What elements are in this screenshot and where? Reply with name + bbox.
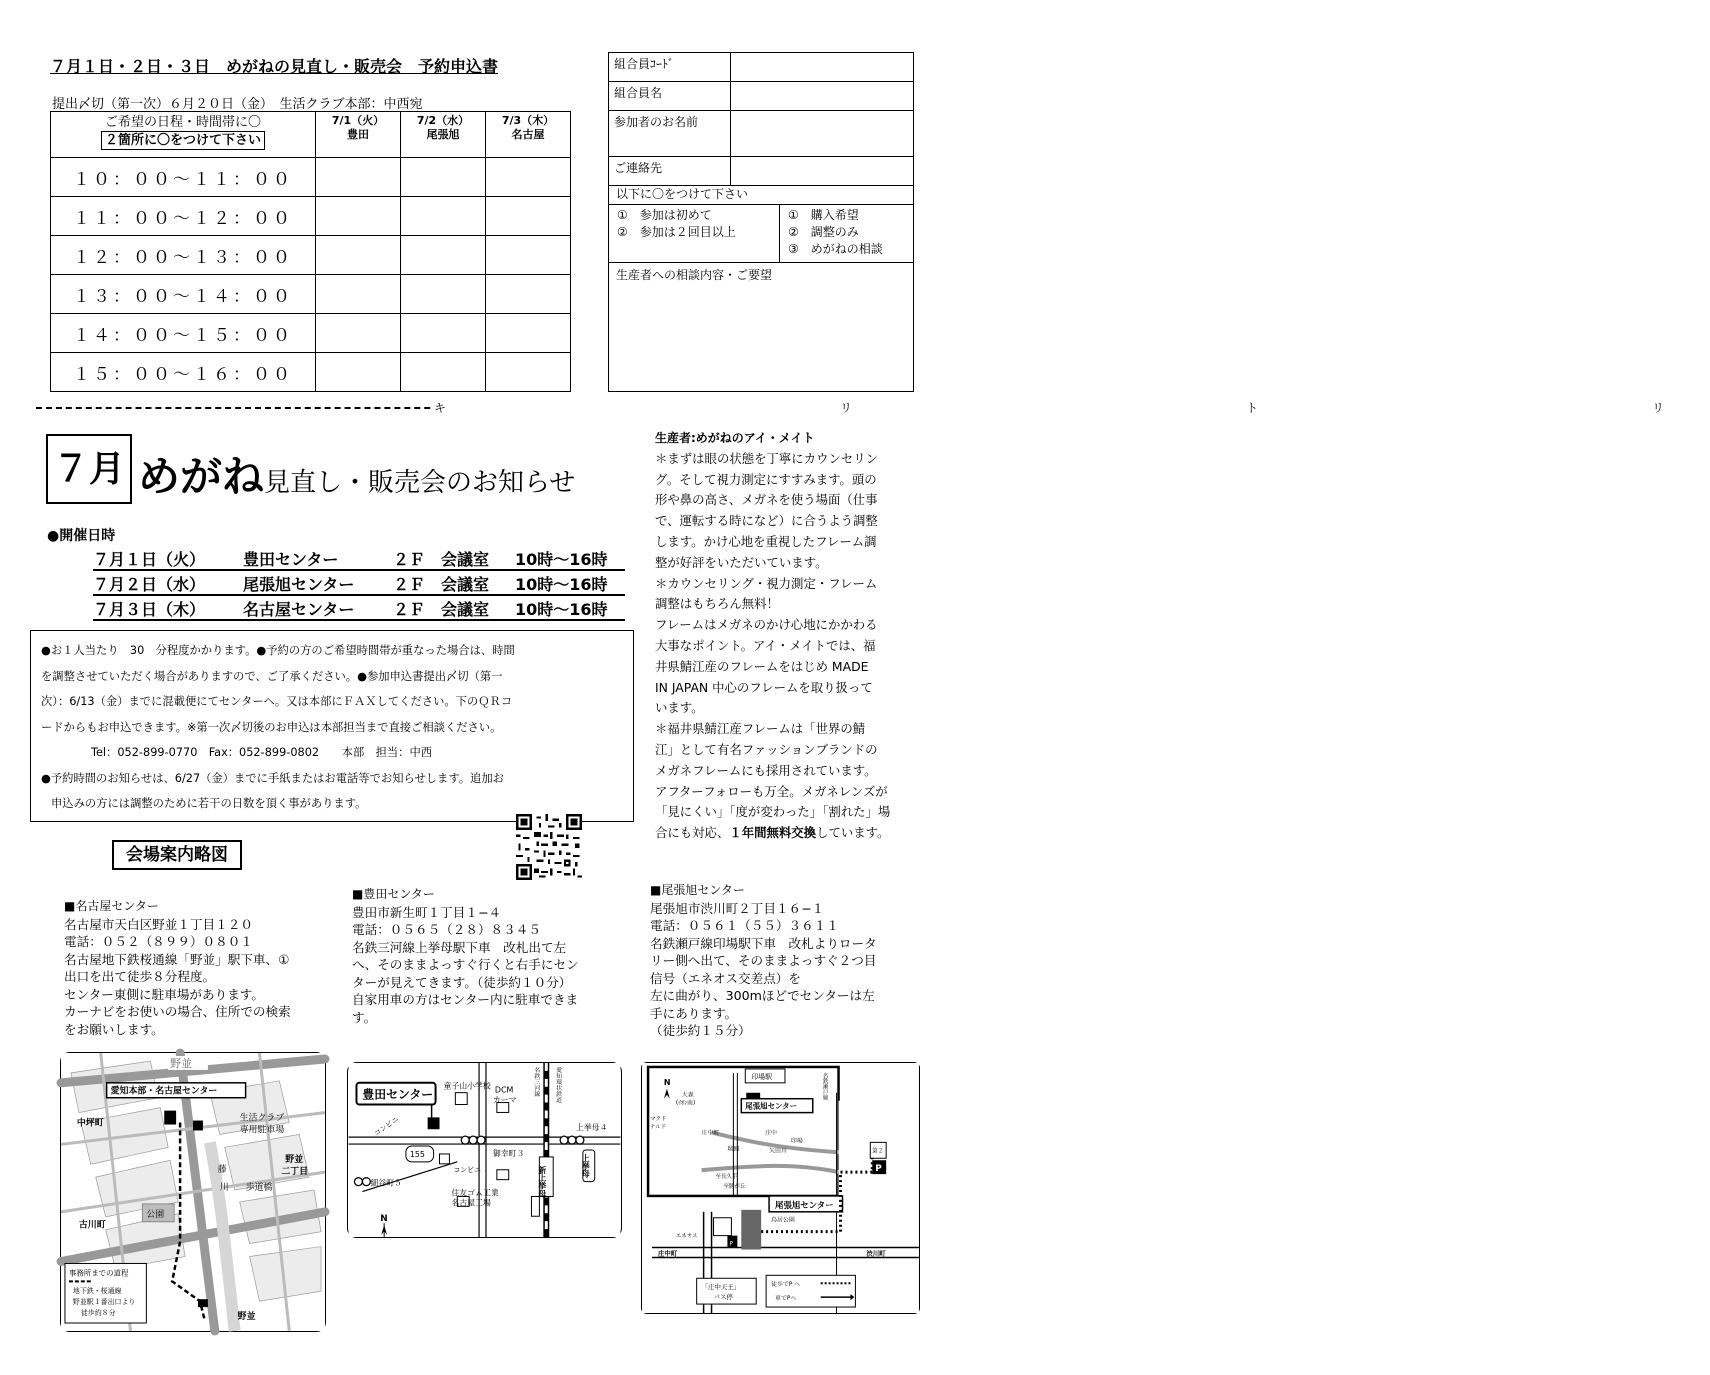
venue-nagoya: ■名古屋センター 名古屋市天白区野並１丁目１２０ 電話：０５２（８９９）０８０１ 名古屋地下鉄桜通線「野並」駅下車、① 出口を出て徒歩８分程度。 センター東側に駐車場があります。 カーナビをお使いの場合、住所での検索 をお願いします。 — [64, 898, 339, 1038]
tel-fax-line: Tel：052-899-0770 Fax：052-899-0802 本部 担当：中西 — [91, 746, 433, 759]
map-toyota-station: 新上挙母 — [537, 1165, 547, 1198]
option-adjust-only[interactable]: ② 調整のみ — [788, 225, 859, 239]
time-row — [51, 158, 571, 197]
map-nagoya-area-3: 野並 — [237, 1312, 256, 1323]
map-owariasahi-center: 尾張旭センター — [775, 1199, 834, 1210]
time-row — [51, 275, 571, 314]
time-slot: １０：００～１１：００ — [51, 158, 316, 197]
participant-name-label: 参加者のお名前 — [609, 111, 731, 157]
slot-cell[interactable] — [401, 197, 486, 236]
slot-cell[interactable] — [316, 236, 401, 275]
day-header-3: 7/3（木） 名古屋 — [486, 112, 571, 158]
map-nagoya-legend-4: 徒歩約８分 — [80, 1309, 116, 1318]
consult-label: 生産者への相談内容・ご要望 — [616, 268, 773, 282]
map-owariasahi-line: 名鉄瀬戸線 — [821, 1072, 828, 1101]
map-owariasahi-label-p2: 第２ — [872, 1148, 884, 1155]
slot-cell[interactable] — [316, 197, 401, 236]
map-nagoya-station-top: 野並 — [170, 1056, 192, 1070]
map-nagoya-center: 愛知本部・名古屋センター — [110, 1086, 218, 1097]
time-slot: １３：００～１４：００ — [51, 275, 316, 314]
map-owariasahi-label-mac1: マクド — [650, 1116, 667, 1123]
slot-cell[interactable] — [401, 158, 486, 197]
map-toyota-north: N — [380, 1214, 388, 1225]
contact-field[interactable] — [731, 157, 914, 186]
map-nagoya-river-2: 川 — [219, 1183, 229, 1194]
cut-marks: キ リ ト リ — [434, 401, 1710, 415]
map-nagoya-legend-2: 地下鉄・桜通線 — [72, 1287, 122, 1296]
member-code-field[interactable] — [731, 53, 914, 82]
slot-cell[interactable] — [401, 236, 486, 275]
slot-cell[interactable] — [316, 158, 401, 197]
map-owariasahi-station: 印場駅 — [751, 1072, 773, 1081]
map-owariasahi-label-park: 鳥居公園 — [771, 1216, 795, 1224]
slot-cell[interactable] — [401, 275, 486, 314]
map-toyota-label-school: 童子山小学校 — [443, 1081, 491, 1091]
map-owariasahi-label-mac2: ナルド — [650, 1124, 667, 1131]
venue-nagoya-name: ■名古屋センター — [64, 899, 159, 913]
map-toyota — [347, 1062, 622, 1238]
time-row — [51, 236, 571, 275]
map-toyota-meitetsu: 名鉄三河線 — [532, 1066, 540, 1097]
map-nagoya-legend-1: 事務所までの道程 — [68, 1268, 129, 1278]
map-owariasahi-label-zuiho: 瑞鳳 — [727, 1145, 740, 1153]
map-owariasahi-label-shochu3: 庄中町 — [657, 1249, 678, 1258]
day-header-2: 7/2（水） 尾張旭 — [401, 112, 486, 158]
map-nagoya-area-4a: 野並 — [285, 1155, 304, 1166]
slot-cell[interactable] — [486, 197, 571, 236]
map-owariasahi-label-omori: 大森 — [681, 1091, 694, 1099]
map-toyota-label-factory: 名古屋工場 — [451, 1198, 491, 1208]
map-owariasahi-label-aeon: (ｲｵﾝ南) — [675, 1099, 696, 1107]
option-repeat[interactable]: ② 参加は２回目以上 — [617, 225, 736, 239]
notice-title-main: めがね — [138, 452, 265, 501]
map-owariasahi-legend-car: 車でPへ — [775, 1295, 797, 1303]
option-first-time[interactable]: ① 参加は初めて — [617, 208, 712, 222]
map-toyota-route: 155 — [409, 1149, 425, 1159]
map-nagoya-parking-1: 生活クラブ — [239, 1113, 285, 1124]
contact-label: ご連絡先 — [609, 157, 731, 186]
cut-line — [36, 401, 1710, 415]
option-consult[interactable]: ③ めがねの相談 — [788, 242, 883, 256]
map-owariasahi-label-nagakute: 至長久手 — [715, 1174, 738, 1181]
schedule-instruction-boxed: ２箇所に〇をつけて下さい — [101, 131, 265, 150]
map-toyota-label-kama: カーマ — [492, 1095, 517, 1105]
venue-map-title: 会場案内略図 — [112, 840, 242, 870]
info-box — [30, 630, 634, 822]
member-name-label: 組合員名 — [609, 82, 731, 111]
time-row — [51, 353, 571, 392]
participant-name-field[interactable] — [731, 111, 914, 157]
day-header-1: 7/1（火） 豊田 — [316, 112, 401, 158]
schedule-instruction: ご希望の日程・時間帯に〇 ２箇所に〇をつけて下さい — [51, 112, 316, 158]
map-toyota-agekoromo-sign: 上挙母 — [581, 1153, 591, 1178]
map-owariasahi-label-p3: P — [729, 1240, 734, 1248]
time-slot: １１：００～１２：００ — [51, 197, 316, 236]
info-line: ●予約時間のお知らせは、6/27（金）までに手紙またはお電話等でお知らせします。追加お — [41, 771, 504, 785]
map-toyota-label-konbini-1: コンビニ — [372, 1115, 401, 1138]
map-nagoya-area-4b: 二丁目 — [281, 1167, 309, 1178]
info-line: ードからもお申込できます。※第一次〆切後のお申込は本部担当まで直接ご相談ください。 — [41, 720, 502, 734]
time-row — [51, 314, 571, 353]
info-line: を調整させていただく場合がありますので、ご了承ください。●参加申込書提出〆切（第一 — [41, 669, 503, 683]
map-nagoya-river-1: 藤 — [217, 1165, 227, 1176]
map-owariasahi — [641, 1062, 920, 1314]
map-nagoya — [60, 1052, 326, 1332]
notice-title — [138, 444, 575, 504]
member-info-table — [608, 52, 914, 186]
map-toyota-label-agekoromo4: 上挙母４ — [575, 1123, 608, 1133]
map-toyota-label-dcm: DCM — [494, 1085, 514, 1095]
slot-cell[interactable] — [486, 158, 571, 197]
map-nagoya-area-2: 古川町 — [78, 1220, 106, 1231]
venue-toyota-name: ■豊田センター — [352, 887, 435, 901]
map-owariasahi-bus-2: バス停 — [713, 1293, 733, 1302]
slot-cell[interactable] — [316, 353, 401, 392]
date-row: ７月１日（火） 豊田センター ２Ｆ 会議室 10時～16時 — [93, 547, 625, 571]
options-box — [608, 185, 914, 392]
qr-code-icon[interactable] — [516, 814, 582, 880]
slot-cell[interactable] — [486, 275, 571, 314]
schedule-header-row — [51, 112, 571, 158]
schedule-table — [50, 111, 571, 392]
time-slot: １２：００～１３：００ — [51, 236, 316, 275]
time-row — [51, 197, 571, 236]
map-owariasahi-label-p: P — [875, 1164, 882, 1175]
time-slot: １４：００～１５：００ — [51, 314, 316, 353]
map-toyota-label-miyuki: 御幸町３ — [492, 1148, 525, 1158]
info-line: ●お１人当たり 30 分程度かかります。●予約の方のご希望時間帯が重なった場合は、時間 — [41, 644, 515, 657]
map-toyota-label-hosoya: 細谷町５ — [370, 1178, 402, 1188]
participation-options — [609, 205, 780, 262]
map-owariasahi-label-katsugaoka: 至勝が丘 — [723, 1184, 746, 1190]
map-nagoya-parking-2: 専用駐車場 — [239, 1125, 285, 1136]
slot-cell[interactable] — [401, 314, 486, 353]
notice-month: ７月 — [46, 434, 132, 504]
map-toyota-label-konbini-2: コンビニ — [453, 1165, 481, 1174]
map-nagoya-area-5: 歩道橋 — [245, 1183, 273, 1194]
maker-last-line: 合にも対応、１年間無料交換しています。 — [655, 825, 890, 841]
maker-info: 生産者:めがねのアイ・メイト ＊まずは眼の状態を丁寧にカウンセリン グ。そして視力測定にすすみます。頭の 形や鼻の高さ、メガネを使う場面（仕事 で、運転する時になど）に合うよう調整 します。かけ心地を重視したフレーム調 整が好評をいただいています。 ＊カウンセリング・視力測定・フレーム 調整はもちろん無料！ フレームはメガネのかけ心地にかかわる 大事なポイント。アイ・メイトでは、福 井県鯖江産のフレームをはじめ MADE IN JAPAN 中心のフレームを取り扱って います。 ＊福井県鯖江産フレームは「世界の鯖 江」として有名ファッションブランドの メガネフレームにも採用されています。 アフターフォローも万全。メガネレンズが 「見にくい」「度が変わった」「割れた」場 合にも対応、１年間無料交換しています。 — [655, 428, 923, 844]
info-line: 次）：6/13（金）までに混載便にてセンターへ。又は本部にＦＡＸしてください。下のＱＲコ — [41, 695, 513, 708]
member-name-field[interactable] — [731, 82, 914, 111]
form-title: ７月１日・２日・３日 めがねの見直し・販売会 予約申込書 — [50, 57, 499, 76]
info-line: 申込みの方には調整のために若干の日数を頂く事があります。 — [51, 797, 367, 810]
map-owariasahi-label-inba: 印場 — [790, 1137, 803, 1145]
map-owariasahi-label-yada: 矢田川 — [769, 1147, 787, 1155]
map-toyota-railway: 愛知環状鉄道 — [554, 1066, 562, 1103]
map-owariasahi-label-eneos: エネオス — [675, 1233, 698, 1240]
venue-owariasahi: ■尾張旭センター 尾張旭市渋川町２丁目１６−１ 電話：０５６１（５５）３６１１ 名鉄瀬戸線印場駅下車 改札よりロータ リー側へ出て、そのままよっすぐ２つ目 信号（エネオス交差点）を 左に曲がり、300mほどでセンターは左 手にあります。 （徒歩約１５分） — [650, 882, 925, 1040]
map-nagoya-area-6: 公園 — [146, 1209, 165, 1220]
dates-label: ●開催日時 — [47, 528, 116, 544]
map-toyota-center: 豊田センター — [362, 1087, 434, 1102]
slot-cell[interactable] — [486, 236, 571, 275]
map-owariasahi-label-shibukawa: 渋川町 — [866, 1249, 886, 1258]
slot-cell[interactable] — [316, 314, 401, 353]
member-code-label: 組合員ｺｰﾄﾞ — [609, 53, 731, 82]
map-owariasahi-label-shochu2: 庄中 — [765, 1129, 778, 1137]
slot-cell[interactable] — [486, 353, 571, 392]
notice-title-sub: 見直し・販売会のお知らせ — [264, 468, 576, 498]
option-purchase[interactable]: ① 購入希望 — [788, 208, 859, 222]
slot-cell[interactable] — [401, 353, 486, 392]
date-row: ７月３日（木） 名古屋センター ２Ｆ 会議室 10時～16時 — [93, 597, 625, 621]
map-nagoya-legend-3: 野並駅１番出口より — [72, 1298, 136, 1307]
date-row: ７月２日（水） 尾張旭センター ２Ｆ 会議室 10時～16時 — [93, 572, 625, 596]
map-owariasahi-label-shochu1: 庄中町 — [701, 1129, 720, 1137]
map-nagoya-area-1: 中坪町 — [76, 1118, 104, 1129]
map-owariasahi-legend-walk: 徒歩でP へ — [771, 1281, 801, 1289]
map-owariasahi-north: N — [663, 1077, 671, 1087]
time-slot: １５：００～１６：００ — [51, 353, 316, 392]
map-owariasahi-bus-1: 「庄中天王」 — [701, 1283, 741, 1292]
slot-cell[interactable] — [316, 275, 401, 314]
venue-owariasahi-name: ■尾張旭センター — [650, 883, 745, 897]
form-deadline: 提出〆切（第一次）６月２０日（金） 生活クラブ本部：中西宛 — [52, 97, 423, 112]
slot-cell[interactable] — [486, 314, 571, 353]
venue-toyota: ■豊田センター 豊田市新生町１丁目１−４ 電話：０５６５（２８）８３４５ 名鉄三河線上挙母駅下車 改札出て左 へ、そのままよっすぐ行くと右手にセン ターが見えてきます。（徒歩約１０分） 自家用車の方はセンター内に駐車できま す。 — [352, 886, 632, 1026]
map-toyota-label-sumitomo: 住友ゴム工業 — [451, 1188, 499, 1198]
maker-heading: 生産者:めがねのアイ・メイト — [655, 431, 815, 445]
options-header: 以下に〇をつけて下さい — [609, 186, 913, 205]
purpose-options — [780, 205, 913, 262]
map-owariasahi-center-inset: 尾張旭センター — [745, 1101, 798, 1111]
